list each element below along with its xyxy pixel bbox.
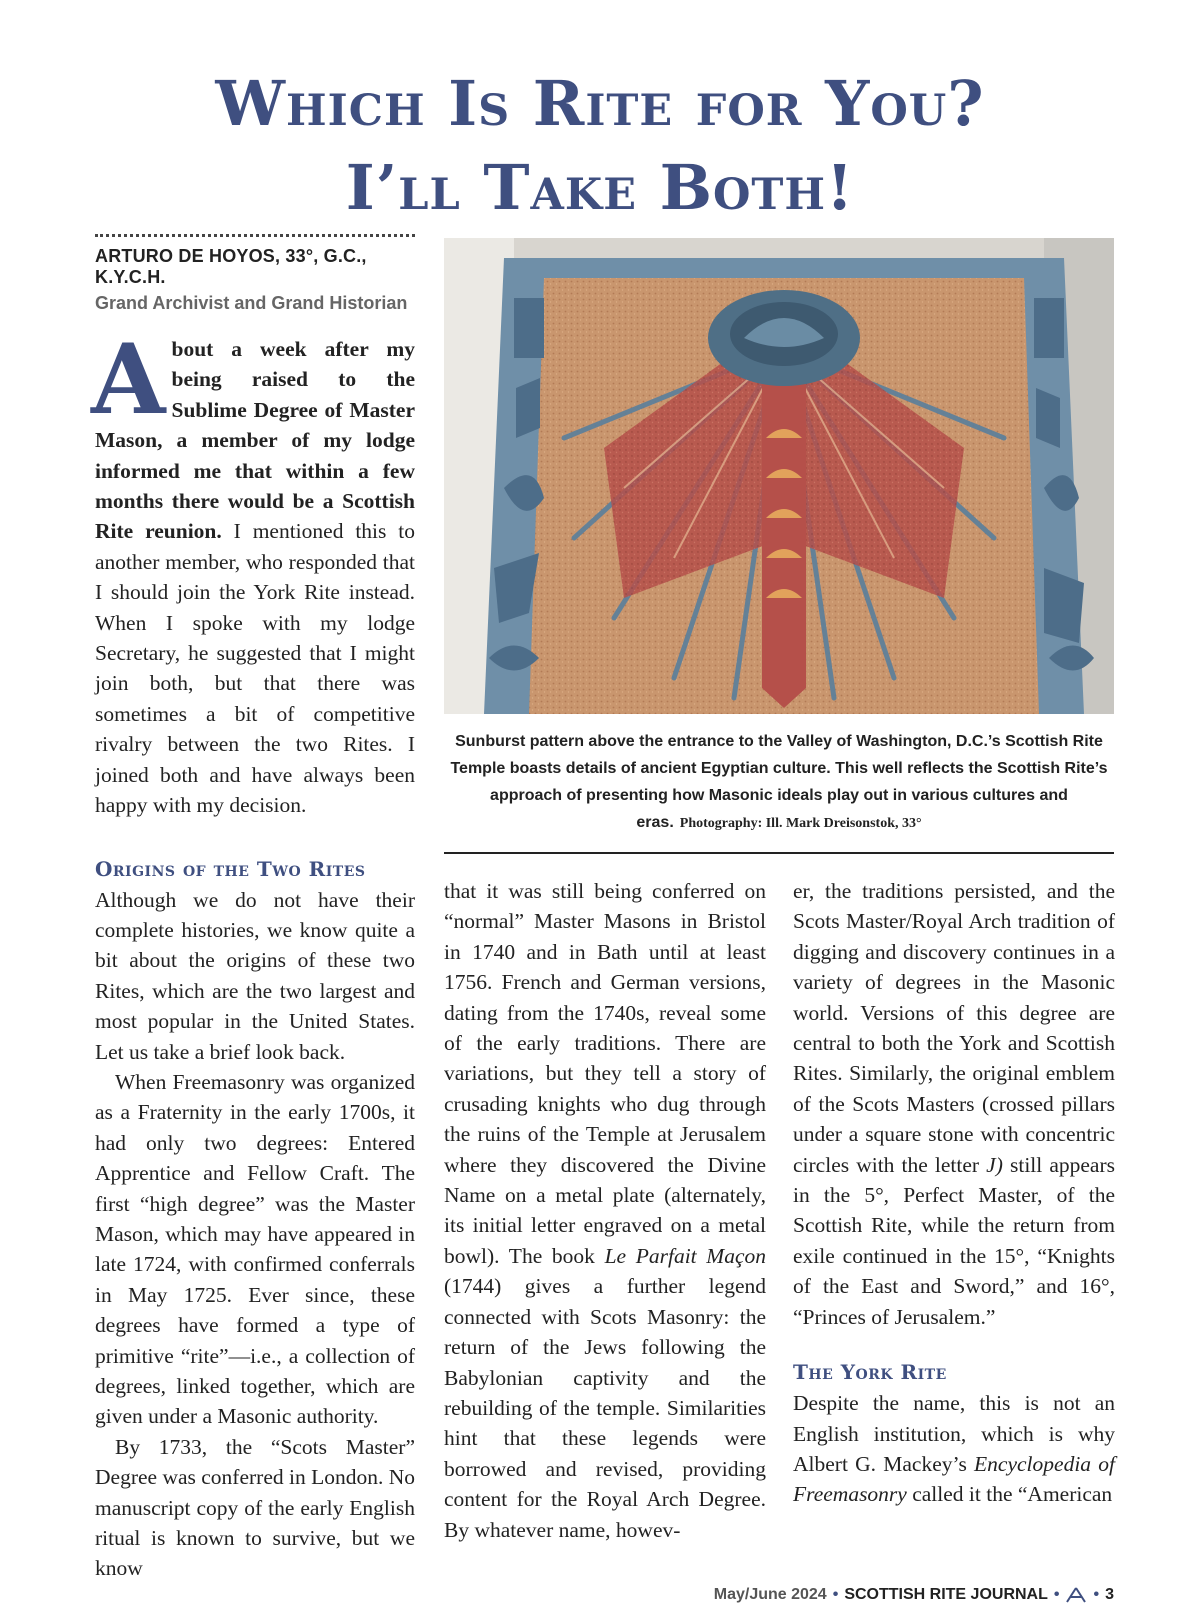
author-role: Grand Archivist and Grand Historian xyxy=(95,293,408,313)
section-heading-origins: Origins of the Two Rites xyxy=(95,856,366,881)
encyclopedia-title: Encyclopedia of Freemasonry xyxy=(793,1451,1115,1507)
middle-column-paragraph xyxy=(444,876,766,1545)
masonic-emblem-icon xyxy=(1065,1587,1087,1603)
right-text-a: er, the traditions persisted, and the Scots Master/Royal Arch tradition of digging and discovery continues in a variety of degrees in the Masonic world. Versions of this degree are central to both the York and Scottish Rites. Similarly, the original emblem of the Scots Masters (crossed pillars under a square stone with concentric circles with the letter xyxy=(793,879,1115,1177)
caption-text: Sunburst pattern above the entrance to the Valley of Washington, D.C.’s Scottish Rite Temple boasts details of ancient Egyptian culture. This well reflects the Scottish Rite’s approach of presenting how Masonic ideals play out in various cultures and eras. xyxy=(450,733,1108,831)
issue-date: May/June 2024 xyxy=(713,1586,827,1603)
middle-text-b: (1744) gives a further legend connected with Scots Masonry: the return of the Jews following the Babylonian captivity and the rebuilding of the temple. Similarities hint that these legends were borrowed and revised, providing content for the Royal Arch Degree. By whatever name, howev- xyxy=(444,1274,766,1542)
photo-caption xyxy=(444,728,1114,837)
title-line-1: Which Is Rite for You? xyxy=(215,67,985,140)
middle-text-a: that it was still being conferred on “normal” Master Masons in Bristol in 1740 and in Bath until at least 1756. French and German versions, dating from the 1740s, reveal some of the early traditions. There are variations, but they tell a story of crusading knights who dug through the ruins of the Temple at Jerusalem where they discovered the Divine Name on a metal plate (alternately, its initial letter engraved on a metal bowl). The book xyxy=(444,879,766,1268)
left-column xyxy=(91,234,416,1584)
temple-sunburst-photo xyxy=(444,238,1114,714)
intro-rest: I mentioned this to another member, who responded that I should join the York Rite instead. When I spoke with my lodge Secretary, he suggested that I might join both, but that there was sometimes a bit of competitive rivalry between the two Rites. I joined both and have always been happy with my decision. xyxy=(95,519,416,818)
origins-paragraph-1: Although we do not have their complete histories, we know quite a bit about the origins of these two Rites, which are the two largest and most popular in the United States. Let us take a brief look back. xyxy=(95,887,415,1064)
dotted-divider xyxy=(95,234,415,237)
section-heading-york-rite: The York Rite xyxy=(793,1360,947,1385)
bullet-separator: • xyxy=(1053,1586,1060,1603)
author-name: ARTURO DE HOYOS, 33°, G.C., K.Y.C.H. xyxy=(95,246,367,287)
bullet-separator: • xyxy=(1093,1586,1100,1603)
bullet-separator: • xyxy=(832,1586,839,1603)
right-column xyxy=(793,876,1115,1510)
right-column-paragraph-1 xyxy=(793,876,1115,1332)
photo-credit: Photography: Ill. Mark Dreisonstok, 33° xyxy=(679,816,922,831)
origins-paragraph-2: When Freemasonry was organized as a Fraternity in the early 1700s, it had only two degrees: Entered Apprentice and Fellow Craft. The first “high degree” was the Master Mason, which may have appeared in late 1724, with confirmed conferrals in May 1725. Ever since, these degrees have formed a type of primitive “rite”—i.e., a collection of degrees, linked together, which are given under a Masonic authority. xyxy=(95,1069,415,1429)
photo-illustration xyxy=(444,238,1114,714)
letter-j: J) xyxy=(986,1152,1003,1177)
page-number: 3 xyxy=(1105,1586,1114,1603)
page-footer xyxy=(714,1586,1114,1604)
drop-cap: A xyxy=(91,323,166,436)
article-title xyxy=(0,62,1200,230)
book-title: Le Parfait Maçon xyxy=(604,1243,767,1268)
intro-paragraph xyxy=(91,323,416,821)
intro-bold-lead: bout a week after my being raised to the Sublime Degree of Master Mason, a member of my lodge informed me that within a few months there would be a Scottish Rite reunion. xyxy=(95,337,415,544)
journal-name: SCOTTISH RITE JOURNAL xyxy=(844,1586,1048,1603)
york-text-b: called it the “American xyxy=(906,1482,1113,1507)
title-line-2: I’ll Take Both! xyxy=(345,151,855,224)
york-text-a: Despite the name, this is not an English institution, which is why Albert G. Mackey’s xyxy=(793,1391,1115,1476)
right-text-b: still appears in the 5°, Perfect Master, of the Scottish Rite, while the return from exile continued in the 15°, “Knights of the East and Sword,” and 16°, “Princes of Jerusalem.” xyxy=(793,1152,1115,1329)
caption-divider xyxy=(444,852,1114,854)
middle-column xyxy=(444,876,766,1545)
origins-paragraph-3: By 1733, the “Scots Master” Degree was conferred in London. No manuscript copy of the early English ritual is known to survive, but we know xyxy=(95,1434,415,1581)
right-column-paragraph-2 xyxy=(793,1388,1115,1510)
